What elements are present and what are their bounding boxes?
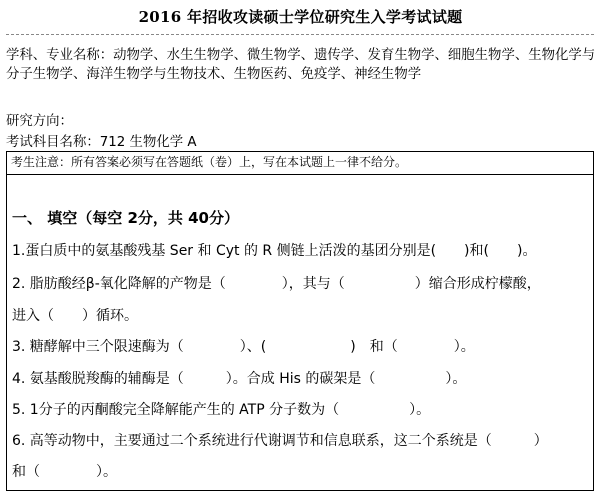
question-2-continued: 进入（ ）循环。 [12,308,138,324]
dashed-divider [6,34,594,35]
question-2: 2. 脂肪酸经β-氧化降解的产物是（ ），其与（ ）缩合形成柠檬酸， [12,276,541,292]
exam-subject-name: 考试科目名称：712 生物化学 A [6,135,197,150]
subject-major-list: 学科、专业名称：动物学、水生生物学、微生物学、遗传学、发育生物学、细胞生物学、生物化学与分子生物学、海洋生物学与生物技术、生物医药、免疫学、神经生物学 [6,48,596,82]
question-6: 6. 高等动物中，主要通过二个系统进行代谢调节和信息联系，这二个系统是（ ） [12,433,548,449]
question-5: 5. 1分子的丙酮酸完全降解能产生的 ATP 分子数为（ ）。 [12,402,431,418]
candidate-notice: 考生注意：所有答案必须写在答题纸（卷）上，写在本试题上一律不给分。 [6,151,594,175]
section-heading: 一、 填空（每空 2分，共 40分） [12,209,239,227]
question-6-continued: 和（ ）。 [12,464,117,480]
exam-title: 2016 年招收攻读硕士学位研究生入学考试试题 [138,8,463,26]
question-3: 3. 糖酵解中三个限速酶为（ ）、( ) 和（ ）。 [12,339,475,355]
question-1: 1.蛋白质中的氨基酸残基 Ser 和 Cyt 的 R 侧链上活泼的基团分别是( )和( )。 [12,243,537,259]
question-4: 4. 氨基酸脱羧酶的辅酶是（ ）。合成 His 的碳架是（ ）。 [12,371,467,387]
research-direction: 研究方向： [6,114,73,129]
